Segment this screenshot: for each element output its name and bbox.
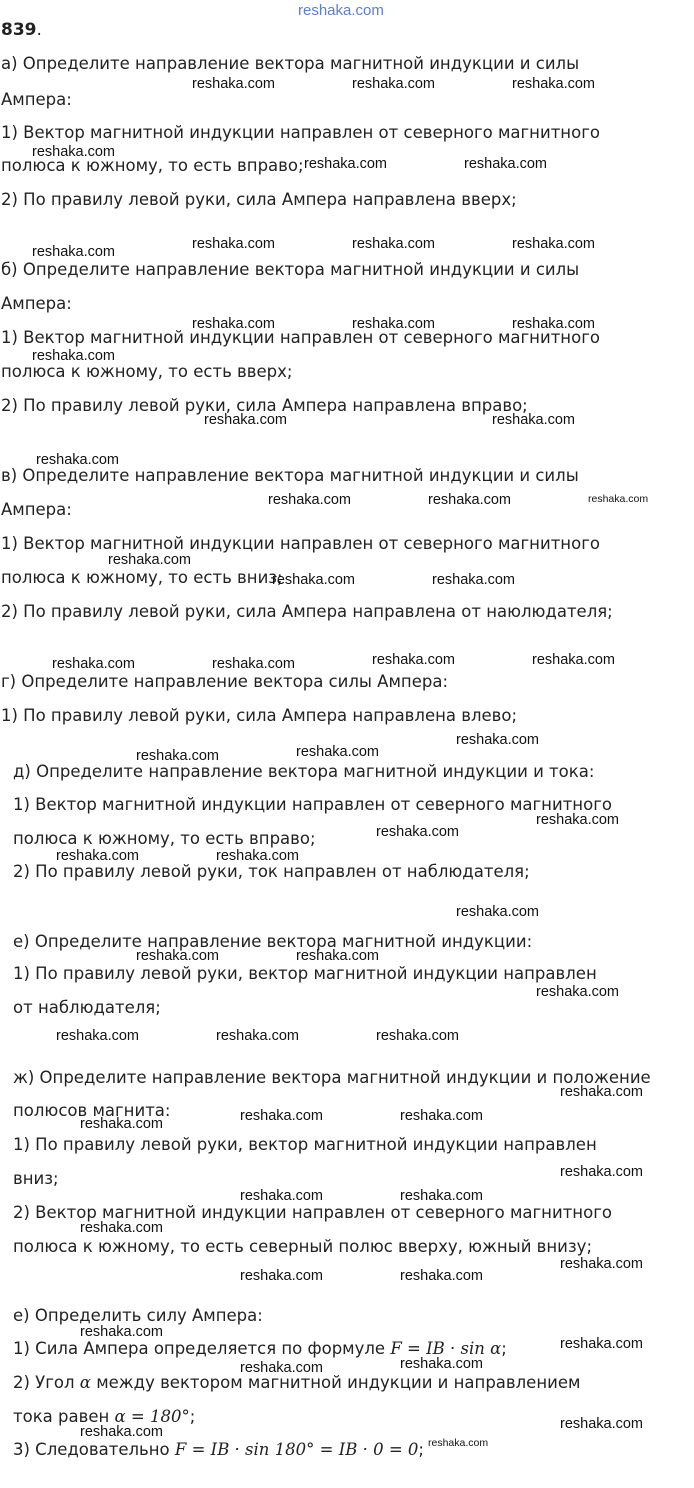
section-a-step2: 2) По правилу левой руки, сила Ампера направлена вверх; [1, 190, 517, 209]
watermark: reshaka.com [136, 948, 220, 964]
section-e-step1-line1: 1) По правилу левой руки, вектор магнитной индукции направлен [13, 964, 597, 983]
watermark: reshaka.com [32, 348, 116, 364]
watermark: reshaka.com [560, 1164, 644, 1180]
watermark: reshaka.com [560, 1336, 644, 1352]
watermark: reshaka.com [464, 156, 548, 172]
section-v-title-line1: в) Определите направление вектора магнитной индукции и силы [1, 466, 579, 485]
section-v-step1-line2: полюса к южному, то есть вниз; [1, 568, 283, 587]
watermark: reshaka.com [192, 76, 276, 92]
watermark: reshaka.com [32, 144, 116, 160]
watermark: reshaka.com [240, 1360, 324, 1376]
watermark: reshaka.com [560, 1256, 644, 1272]
watermark: reshaka.com [216, 1028, 300, 1044]
watermark: reshaka.com [372, 652, 456, 668]
section-zh-title-line2: полюсов магнита: [13, 1101, 171, 1120]
watermark: reshaka.com [52, 656, 136, 672]
watermark: reshaka.com [352, 236, 436, 252]
section-a-step1-line1: 1) Вектор магнитной индукции направлен от северного магнитного [1, 123, 600, 142]
watermark: reshaka.com [560, 1416, 644, 1432]
watermark: reshaka.com [560, 1084, 644, 1100]
section-zh-step2-line2: полюса к южному, то есть северный полюс вверху, южный внизу; [13, 1237, 593, 1256]
watermark: reshaka.com [428, 1437, 489, 1449]
watermark: reshaka.com [352, 316, 436, 332]
watermark: reshaka.com [512, 76, 596, 92]
section-b-step1-line1: 1) Вектор магнитной индукции направлен от северного магнитного [1, 328, 600, 347]
watermark: reshaka.com [512, 316, 596, 332]
section-g-step1: 1) По правилу левой руки, сила Ампера направлена влево; [1, 706, 518, 725]
section-b-step1-line2: полюса к южному, то есть вверх; [1, 362, 293, 381]
angle-formula: α = 180° [114, 1407, 190, 1426]
section-d-step1-line2: полюса к южному, то есть вправо; [13, 829, 316, 848]
section-zh-step2-line1: 2) Вектор магнитной индукции направлен от северного магнитного [13, 1203, 612, 1222]
watermark: reshaka.com [272, 572, 356, 588]
section-e-step1-line2: от наблюдателя; [13, 998, 161, 1017]
watermark: reshaka.com [376, 1028, 460, 1044]
watermark: reshaka.com [296, 744, 380, 760]
section-e2-title: е) Определить силу Ампера: [13, 1306, 263, 1325]
watermark: reshaka.com [400, 1108, 484, 1124]
watermark: reshaka.com [192, 316, 276, 332]
section-e2-step3: 3) Следовательно F = IB · sin 180° = IB · 0 = 0; [13, 1440, 424, 1459]
section-v-title-line2: Ампера: [1, 500, 72, 519]
watermark: reshaka.com [296, 948, 380, 964]
watermark: reshaka.com [240, 1108, 324, 1124]
watermark: reshaka.com [456, 732, 540, 748]
section-e-title: е) Определите направление вектора магнитной индукции: [13, 932, 533, 951]
watermark: reshaka.com [56, 1028, 140, 1044]
watermark: reshaka.com [536, 984, 620, 1000]
watermark: reshaka.com [204, 412, 288, 428]
section-zh-title-line1: ж) Определите направление вектора магнитной индукции и положение [13, 1068, 651, 1087]
section-zh-step1-line2: вниз; [13, 1169, 59, 1188]
watermark: reshaka.com [588, 493, 649, 505]
watermark: reshaka.com [304, 156, 388, 172]
watermark: reshaka.com [512, 236, 596, 252]
watermark: reshaka.com [80, 1116, 164, 1132]
watermark: reshaka.com [32, 244, 116, 260]
watermark: reshaka.com [36, 452, 120, 468]
watermark: reshaka.com [352, 76, 436, 92]
section-b-step2: 2) По правилу левой руки, сила Ампера направлена вправо; [1, 396, 528, 415]
section-e2-step1: 1) Сила Ампера определяется по формуле F = IB · sin α; [13, 1339, 507, 1358]
site-watermark-top: reshaka.com [298, 2, 384, 19]
watermark: reshaka.com [400, 1188, 484, 1204]
watermark: reshaka.com [376, 824, 460, 840]
watermark: reshaka.com [240, 1268, 324, 1284]
watermark: reshaka.com [80, 1424, 164, 1440]
watermark: reshaka.com [80, 1220, 164, 1236]
watermark: reshaka.com [400, 1268, 484, 1284]
watermark: reshaka.com [400, 1356, 484, 1372]
section-e2-step2-line2: тока равен α = 180°; [13, 1407, 196, 1426]
section-b-title-line1: б) Определите направление вектора магнитной индукции и силы [1, 260, 580, 279]
section-a-title-line1: а) Определите направление вектора магнитной индукции и силы [1, 54, 580, 73]
watermark: reshaka.com [108, 552, 192, 568]
watermark: reshaka.com [456, 904, 540, 920]
section-v-step2: 2) По правилу левой руки, сила Ампера направлена от наюлюдателя; [1, 602, 613, 621]
section-d-step1-line1: 1) Вектор магнитной индукции направлен от северного магнитного [13, 795, 612, 814]
section-a-title-line2: Ампера: [1, 90, 72, 109]
watermark: reshaka.com [212, 656, 296, 672]
ampere-force-formula: F = IB · sin α [390, 1339, 502, 1358]
section-zh-step1-line1: 1) По правилу левой руки, вектор магнитной индукции направлен [13, 1135, 597, 1154]
section-a-step1-line2: полюса к южному, то есть вправо; [1, 156, 304, 175]
section-e2-step2-line1: 2) Угол α между вектором магнитной индукции и направлением [13, 1373, 581, 1392]
watermark: reshaka.com [56, 848, 140, 864]
watermark: reshaka.com [80, 1324, 164, 1340]
watermark: reshaka.com [536, 812, 620, 828]
section-g-title: г) Определите направление вектора силы Ампера: [1, 672, 448, 691]
section-d-title: д) Определите направление вектора магнитной индукции и тока: [13, 762, 595, 781]
result-formula: F = IB · sin 180° = IB · 0 = 0 [174, 1440, 419, 1459]
watermark: reshaka.com [240, 1188, 324, 1204]
watermark: reshaka.com [428, 492, 512, 508]
watermark: reshaka.com [532, 652, 616, 668]
watermark: reshaka.com [192, 236, 276, 252]
watermark: reshaka.com [432, 572, 516, 588]
problem-number: 839. [1, 20, 42, 40]
watermark: reshaka.com [136, 748, 220, 764]
section-v-step1-line1: 1) Вектор магнитной индукции направлен от северного магнитного [1, 534, 600, 553]
watermark: reshaka.com [268, 492, 352, 508]
watermark: reshaka.com [492, 412, 576, 428]
watermark: reshaka.com [216, 848, 300, 864]
section-d-step2: 2) По правилу левой руки, ток направлен от наблюдателя; [13, 862, 530, 881]
section-b-title-line2: Ампера: [1, 294, 72, 313]
